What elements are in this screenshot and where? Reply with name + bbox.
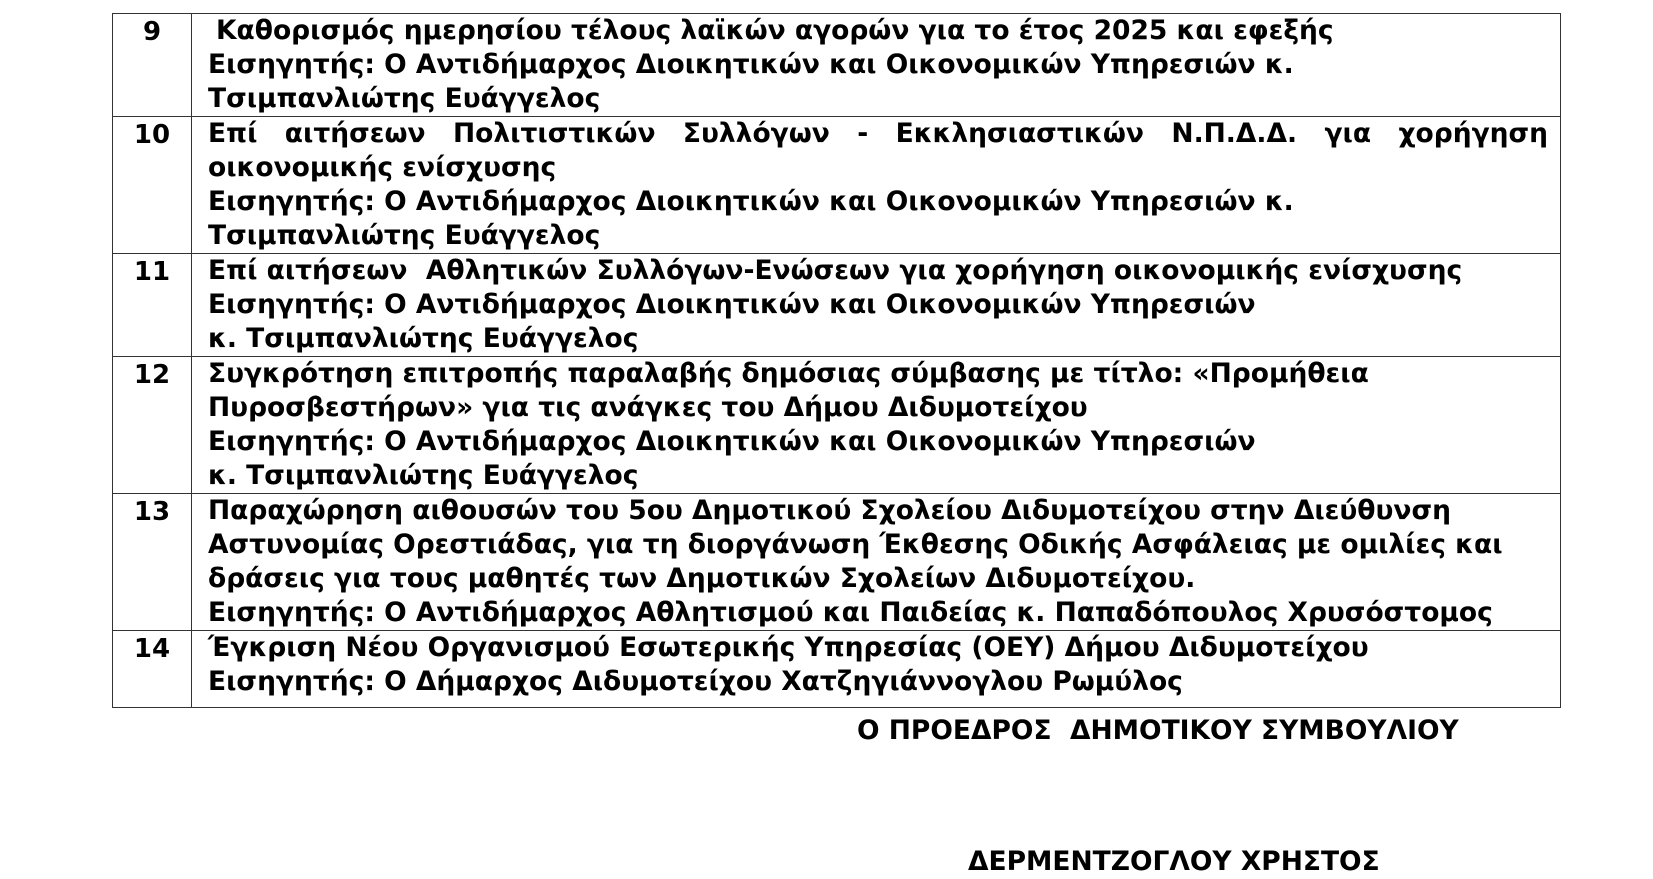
agenda-row-14 [113,631,1561,708]
item-rapporteur-line: Εισηγητής: Ο Αντιδήμαρχος Διοικητικών και Οικονομικών Υπηρεσιών κ. [208,49,1294,80]
agenda-row-13 [113,494,1561,631]
agenda-row-11 [113,254,1561,357]
item-rapporteur-line: Τσιμπανλιώτης Ευάγγελος [208,220,601,251]
item-description [192,494,1561,631]
item-rapporteur-line: κ. Τσιμπανλιώτης Ευάγγελος [208,460,639,491]
item-rapporteur-line: κ. Τσιμπανλιώτης Ευάγγελος [208,323,639,354]
agenda-row-9 [113,14,1561,117]
agenda-row-12 [113,357,1561,494]
item-rapporteur-line: Εισηγητής: Ο Αντιδήμαρχος Διοικητικών και Οικονομικών Υπηρεσιών κ. [208,186,1294,217]
item-number: 9 [113,14,192,117]
item-title-line: δράσεις για τους μαθητές των Δημοτικών Σχολείων Διδυμοτείχου. [208,563,1196,594]
item-title-line: Συγκρότηση επιτροπής παραλαβής δημόσιας σύμβασης με τίτλο: «Προμήθεια [208,358,1369,389]
item-description [192,631,1561,708]
item-title-line: Καθορισμός ημερησίου τέλους λαϊκών αγορών για το έτος 2025 και εφεξής [216,15,1334,46]
item-number: 12 [113,357,192,494]
item-number: 13 [113,494,192,631]
item-title-line: οικονομικής ενίσχυσης [208,152,557,183]
item-title-line: Παραχώρηση αιθουσών του 5ου Δημοτικού Σχολείου Διδυμοτείχου στην Διεύθυνση [208,495,1451,526]
item-description [192,357,1561,494]
signature-title: Ο ΠΡΟΕΔΡΟΣ ΔΗΜΟΤΙΚΟΥ ΣΥΜΒΟΥΛΙΟΥ [857,715,1459,746]
agenda-table [112,13,1561,708]
item-number: 14 [113,631,192,708]
item-description [192,254,1561,357]
item-title-line: Έγκριση Νέου Οργανισμού Εσωτερικής Υπηρεσίας (ΟΕΥ) Δήμου Διδυμοτείχου [208,632,1369,663]
item-number: 11 [113,254,192,357]
item-description [192,14,1561,117]
item-title-line: Πυροσβεστήρων» για τις ανάγκες του Δήμου Διδυμοτείχου [208,392,1088,423]
item-rapporteur-line: Εισηγητής: Ο Αντιδήμαρχος Διοικητικών και Οικονομικών Υπηρεσιών [208,289,1256,320]
item-title-line: Αστυνομίας Ορεστιάδας, για τη διοργάνωση Έκθεσης Οδικής Ασφάλειας με ομιλίες και [208,529,1503,560]
item-rapporteur-line: Εισηγητής: Ο Δήμαρχος Διδυμοτείχου Χατζηγιάννογλου Ρωμύλος [208,666,1183,697]
agenda-row-10 [113,117,1561,254]
item-rapporteur-line: Τσιμπανλιώτης Ευάγγελος [208,83,601,114]
signature-name: ΔΕΡΜΕΝΤΖΟΓΛΟΥ ΧΡΗΣΤΟΣ [968,846,1380,877]
item-rapporteur-line: Εισηγητής: Ο Αντιδήμαρχος Αθλητισμού και Παιδείας κ. Παπαδόπουλος Χρυσόστομος [208,597,1493,628]
item-title-line: Επί αιτήσεων Πολιτιστικών Συλλόγων - Εκκλησιαστικών Ν.Π.Δ.Δ. για χορήγηση [208,118,1548,149]
item-rapporteur-line: Εισηγητής: Ο Αντιδήμαρχος Διοικητικών και Οικονομικών Υπηρεσιών [208,426,1256,457]
item-title-line: Επί αιτήσεων Αθλητικών Συλλόγων-Ενώσεων για χορήγηση οικονομικής ενίσχυσης [208,255,1463,286]
item-description [192,117,1561,254]
item-number: 10 [113,117,192,254]
